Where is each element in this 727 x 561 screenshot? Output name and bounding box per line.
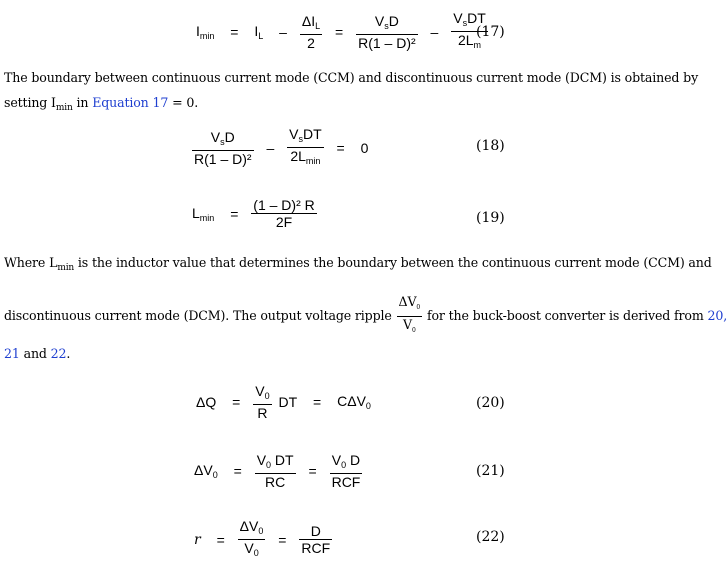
fraction: $\frac{\Delta I_L}{2}$	[301, 12, 321, 51]
fraction: $\frac{V_sD}{\text{R(1 – D)²}}$	[358, 12, 416, 51]
fraction: $\frac{\Delta V_0}{V_0}$	[239, 518, 264, 558]
equation-number-21: (21)	[476, 463, 505, 479]
fraction: $\frac{V_0}{R}$	[255, 383, 270, 421]
equation-number-18: (18)	[476, 138, 505, 154]
equation-number-20: (20)	[476, 395, 505, 411]
equation-17: $I_{min} = I_L$ – $\frac{\Delta I_L}{2}$ = $\frac{V_sD}{\text{R(1 – D)²}}$ – $\frac{V_sDT}{2L_m}$	[196, 10, 491, 53]
paragraph-line: 21 and 22.	[4, 346, 71, 361]
equation-number-22: (22)	[476, 529, 505, 545]
equation-number-17: (17)	[476, 24, 505, 40]
fraction: $\frac{V_0 DT}{RC}$	[256, 452, 294, 490]
equation-17-link[interactable]: Equation 17	[92, 95, 169, 110]
fraction: $\frac{V_sDT}{2L_m}$	[453, 10, 486, 50]
paragraph-line: discontinuous current mode (DCM). The output voltage ripple $\frac{\Delta V_0}{V_0}$ for the buck-boost converter is derived from 20,	[4, 294, 727, 339]
fraction: $\frac{\text{(1 – D)² R}}{2F}$	[253, 197, 315, 230]
equation-21-link[interactable]: 21	[4, 346, 20, 361]
equation-22-link[interactable]: 22	[50, 346, 67, 361]
ripple-fraction: $\frac{\Delta V_0}{V_0}$	[398, 294, 421, 334]
equation-18: $\frac{V_sD}{\text{R(1 – D)²}}$ – $\frac{V_sDT}{2L_{min}}$ = 0	[192, 126, 374, 169]
fraction: $\frac{D}{\text{RCF}}$	[301, 523, 331, 556]
equation-21: $\Delta V_0$ = $\frac{V_0 DT}{RC}$ = $\frac{V_0 D}{\text{RCF}}$	[194, 452, 361, 490]
paragraph-line: Where $L_{min}$ is the inductor value that determines the boundary between the continuous current mode (CCM) and	[4, 255, 712, 273]
equation-19: $L_{min}$ = $\frac{\text{(1 – D)² R}}{2F}$	[192, 197, 315, 230]
equation-20: ΔQ = $\frac{V_0}{R}$ DT = $C\Delta V_0$	[196, 383, 371, 421]
paragraph-line: The boundary between continuous current mode (CCM) and discontinuous current mode (DCM) is obtained by	[4, 70, 699, 85]
fraction: $\frac{V_sD}{\text{R(1 – D)²}}$	[194, 128, 252, 167]
equation-number-19: (19)	[476, 210, 505, 226]
fraction: $\frac{V_sDT}{2L_{min}}$	[289, 126, 322, 166]
fraction: $\frac{V_0 D}{\text{RCF}}$	[331, 452, 361, 490]
paragraph-line: setting $I_{min}$ in Equation 17 = 0.	[4, 95, 199, 113]
equation-22: r = $\frac{\Delta V_0}{V_0}$ = $\frac{D}{\text{RCF}}$	[194, 518, 335, 561]
equation-20-link[interactable]: 20,	[707, 308, 727, 323]
